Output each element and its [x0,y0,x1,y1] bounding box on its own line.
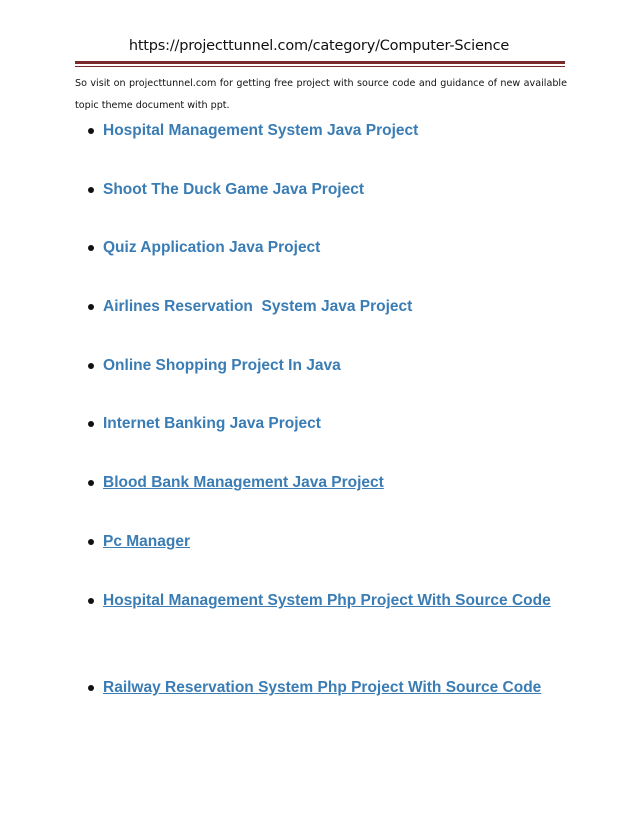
project-link[interactable]: Online Shopping Project In Java [103,357,341,374]
bullet-icon [88,187,94,193]
project-link[interactable]: Shoot The Duck Game Java Project [103,181,365,198]
bullet-icon [88,539,94,545]
project-list-item [88,410,558,438]
project-link[interactable]: Hospital Management System Php Project With Source Code [103,592,551,609]
header-rule-thin [75,66,565,67]
bullet-icon [88,421,94,427]
project-link[interactable]: Railway Reservation System Php Project With Source Code [103,679,542,696]
project-list-item [88,117,558,145]
bullet-icon [88,128,94,134]
header-url: https://projecttunnel.com/category/Computer-Science [128,38,510,54]
bullet-icon [88,304,94,310]
intro-paragraph: So visit on projecttunnel.com for getting free project with source code and guidance of new available topic theme document with ppt. [75,78,567,111]
project-link[interactable]: Pc Manager [103,533,191,550]
bullet-icon [88,480,94,486]
bullet-icon [88,363,94,369]
project-list-item [88,176,558,204]
bullet-icon [88,598,94,604]
project-list-item [88,674,558,702]
project-list-item [88,293,558,321]
project-link[interactable]: Quiz Application Java Project [103,239,321,256]
project-link[interactable]: Airlines Reservation System Java Project [103,298,413,315]
bullet-icon [88,245,94,251]
project-list-item [88,587,558,615]
project-link[interactable]: Blood Bank Management Java Project [103,474,384,491]
project-link[interactable]: Internet Banking Java Project [103,415,321,432]
project-list-item [88,352,558,380]
project-link[interactable]: Hospital Management System Java Project [103,122,419,139]
bullet-icon [88,685,94,691]
project-list-item [88,469,558,497]
project-list-item [88,528,558,556]
project-list-item [88,234,558,262]
header-rule-thick [75,61,565,64]
